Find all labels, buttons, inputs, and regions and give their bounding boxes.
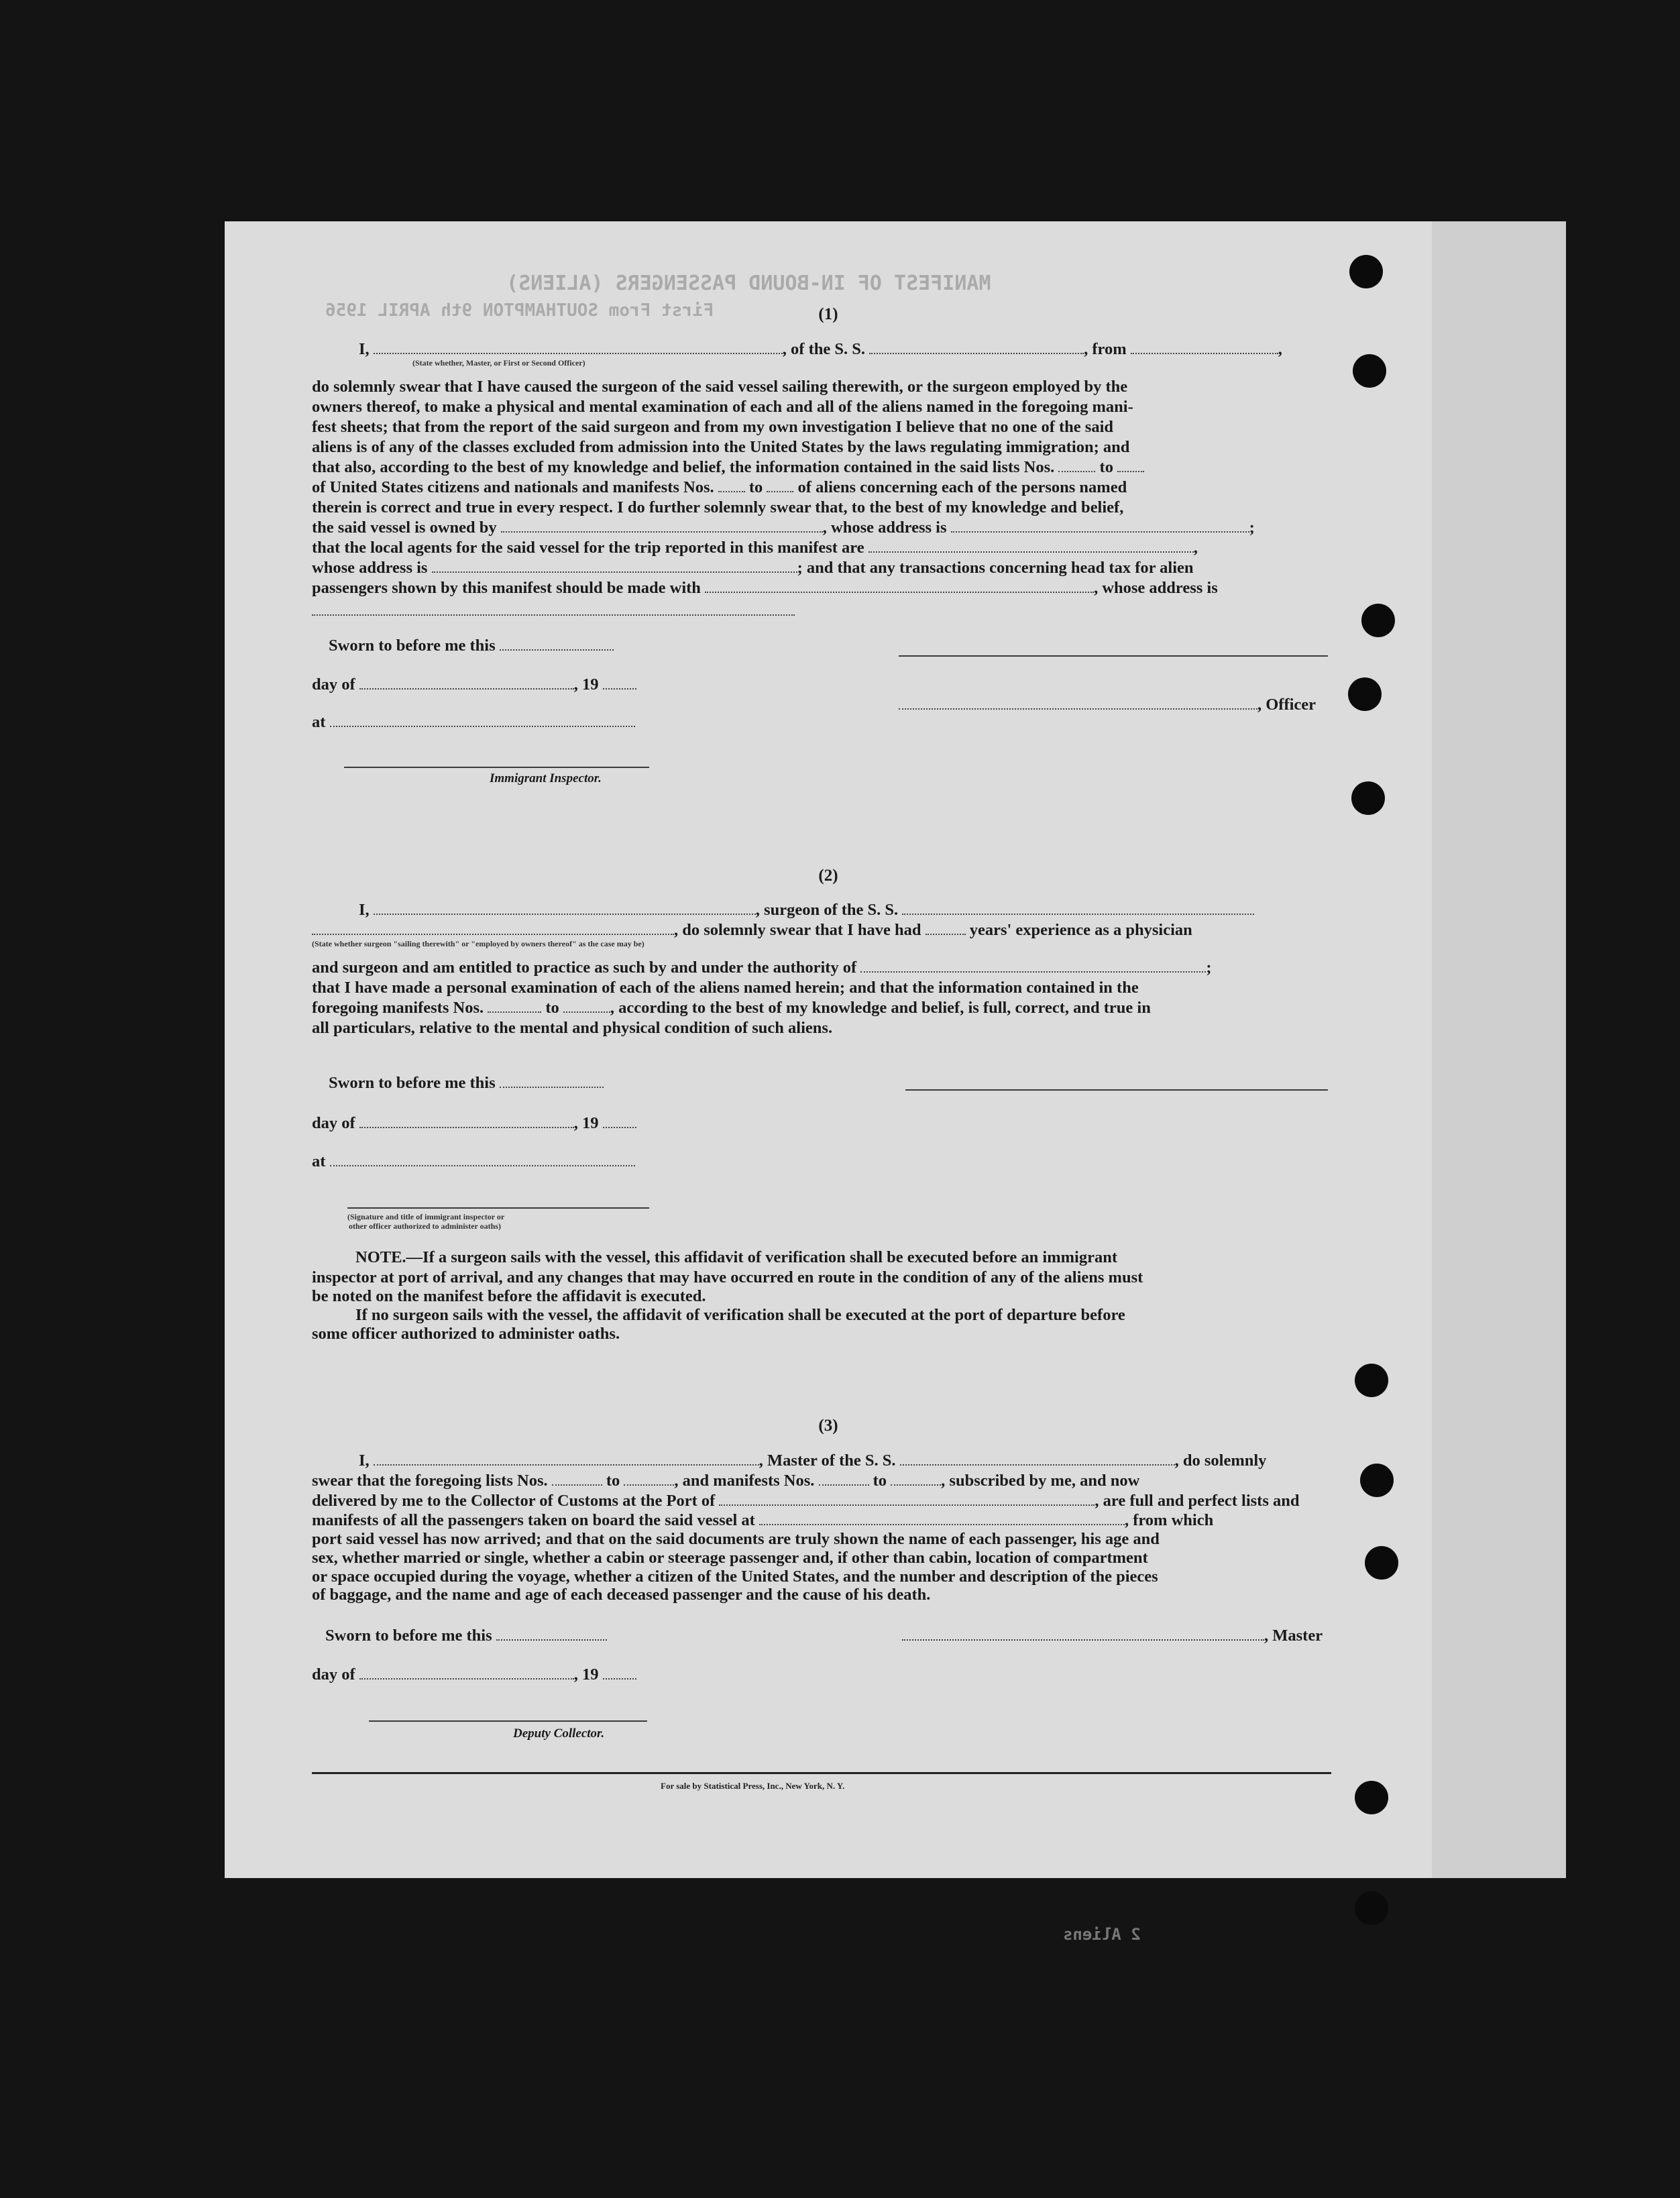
s1-at: at: [312, 712, 635, 732]
s1-signature-line[interactable]: [899, 655, 1328, 657]
s2-manifests-from-field[interactable]: [488, 999, 541, 1013]
punch-hole: [1355, 1891, 1388, 1925]
s1-body-8: the said vessel is owned by , whose address is ;: [312, 518, 1255, 537]
s2-note-1: NOTE.—If a surgeon sails with the vessel, this affidavit of verification shall be executed before an immigrant: [355, 1248, 1118, 1266]
s2-note-2: inspector at port of arrival, and any changes that may have occurred en route in the condition of any of the aliens must: [312, 1268, 1143, 1286]
s1-body-4: aliens is of any of the classes excluded from admission into the United States by the laws regulating immigration; and: [312, 438, 1130, 456]
s1-body-10: whose address is ; and that any transactions concerning head tax for alien: [312, 559, 1194, 577]
s2-line-3: and surgeon and am entitled to practice as such by and under the authority of ;: [312, 958, 1212, 977]
s1-officer-signature-field[interactable]: [899, 696, 1257, 710]
s2-note-4: If no surgeon sails with the vessel, the affidavit of verification shall be executed at the port of departure before: [355, 1306, 1125, 1324]
s1-body-1: do solemnly swear that I have caused the surgeon of the said vessel sailing therewith, or the surgeon employed by the: [312, 378, 1128, 396]
s3-body-1: port said vessel has now arrived; and that on the said documents are truly shown the name of each passenger, his age and: [312, 1530, 1160, 1548]
punch-hole: [1360, 1464, 1394, 1497]
s1-body-2: owners thereof, to make a physical and mental examination of each and all of the aliens named in the foregoing mani-: [312, 398, 1133, 416]
punch-hole: [1351, 781, 1385, 815]
s2-caption: (State whether surgeon "sailing therewith" or "employed by owners thereof" as the case may be): [312, 939, 645, 948]
s2-year-field[interactable]: [603, 1115, 636, 1128]
s2-day-field[interactable]: [359, 1115, 574, 1128]
s3-collector-line[interactable]: [369, 1720, 647, 1722]
punch-hole: [1365, 1546, 1398, 1580]
s3-manifests-from-field[interactable]: [819, 1472, 869, 1486]
s2-sig-caption-1: (Signature and title of immigrant inspector or: [347, 1212, 505, 1221]
s2-years-field[interactable]: [926, 922, 966, 935]
s1-line-a: I, , of the S. S. , from ,: [359, 340, 1282, 358]
s3-port-field[interactable]: [719, 1492, 1095, 1506]
s3-line-3: delivered by me to the Collector of Customs at the Port of , are full and perfect lists and: [312, 1492, 1300, 1510]
s3-day-field[interactable]: [359, 1666, 574, 1680]
s3-line-4: manifests of all the passengers taken on board the said vessel at , from which: [312, 1511, 1214, 1529]
s1-lists-from-field[interactable]: [1058, 459, 1095, 472]
footer-rule: [312, 1772, 1331, 1774]
s1-body-9: that the local agents for the said vessel for the trip reported in this manifest are ,: [312, 539, 1198, 557]
s1-at-field[interactable]: [330, 714, 635, 727]
s1-officer-line: , Officer: [899, 695, 1316, 715]
s1-sworn: Sworn to before me this: [329, 636, 614, 656]
footer-text: For sale by Statistical Press, Inc., New York, N. Y.: [661, 1781, 845, 1791]
s1-agents-field[interactable]: [869, 539, 1194, 553]
s3-body-4: of baggage, and the name and age of each deceased passenger and the cause of his death.: [312, 1586, 931, 1604]
bleed-through-header: MANIFEST OF IN-BOUND PASSENGERS (ALIENS): [506, 272, 991, 295]
s1-manifests-from-field[interactable]: [718, 479, 745, 492]
punch-hole: [1348, 677, 1382, 711]
s1-officer-field[interactable]: [374, 341, 783, 354]
punch-hole: [1355, 1364, 1388, 1397]
s1-body-3: fest sheets; that from the report of the said surgeon and from my own investigation I believe that no one of the said: [312, 418, 1113, 436]
s2-line-2: , do solemnly swear that I have had years' experience as a physician: [312, 920, 1192, 940]
s3-lists-to-field[interactable]: [624, 1472, 674, 1486]
s2-manifests-to-field[interactable]: [563, 999, 610, 1013]
s1-owner-address-field[interactable]: [951, 519, 1249, 533]
bleed-through-bottom: 2 Aliens: [1063, 1925, 1141, 1944]
punch-hole: [1353, 354, 1386, 388]
s1-i: I,: [359, 340, 370, 358]
s1-inspector-caption: Immigrant Inspector.: [490, 771, 602, 785]
s3-master-line: , Master: [902, 1626, 1323, 1646]
s1-lists-to-field[interactable]: [1117, 459, 1144, 472]
s2-note-3: be noted on the manifest before the affidavit is executed.: [312, 1287, 706, 1305]
s1-body-5: that also, according to the best of my knowledge and belief, the information contained in the said lists Nos. to: [312, 457, 1144, 478]
s3-ship-field[interactable]: [900, 1452, 1175, 1466]
s2-at-field[interactable]: [330, 1153, 635, 1166]
s3-sworn-date-field[interactable]: [496, 1627, 607, 1641]
punch-hole: [1349, 255, 1383, 288]
s1-owner-field[interactable]: [501, 519, 823, 533]
s2-sworn: Sworn to before me this: [329, 1073, 604, 1093]
s3-boarding-port-field[interactable]: [759, 1512, 1125, 1525]
s3-sworn: Sworn to before me this: [325, 1626, 607, 1646]
s3-master-name-field[interactable]: [374, 1452, 759, 1466]
s3-lists-from-field[interactable]: [552, 1472, 602, 1486]
scan-edge-strip: [1432, 221, 1566, 1878]
section-3-heading: (3): [818, 1417, 838, 1435]
s1-from-field[interactable]: [1131, 341, 1278, 354]
s2-at: at: [312, 1152, 635, 1172]
manifest-page: [225, 221, 1432, 1944]
s1-day-field[interactable]: [359, 676, 574, 690]
punch-hole: [1355, 1781, 1388, 1814]
section-2-heading: (2): [818, 867, 838, 885]
s2-surgeon-type-field[interactable]: [312, 922, 674, 935]
s2-sig-caption-2: other officer authorized to administer oaths): [349, 1221, 501, 1231]
s3-year-field[interactable]: [603, 1666, 636, 1680]
s2-surgeon-name-field[interactable]: [374, 901, 756, 915]
s2-note-5: some officer authorized to administer oaths.: [312, 1325, 620, 1343]
s1-sworn-date-field[interactable]: [500, 637, 614, 651]
s3-line-2: swear that the foregoing lists Nos. to , and manifests Nos. to , subscribed by me, and now: [312, 1472, 1140, 1490]
s2-ship-field[interactable]: [902, 901, 1254, 915]
s2-day-of: day of , 19: [312, 1113, 636, 1134]
s2-line-6: all particulars, relative to the mental and physical condition of such aliens.: [312, 1019, 833, 1037]
s2-authority-field[interactable]: [860, 959, 1206, 973]
s2-line-1: I, , surgeon of the S. S.: [359, 900, 1254, 920]
s1-day-of: day of , 19: [312, 675, 636, 695]
s3-body-3: or space occupied during the voyage, whether a citizen of the United States, and the number and description of the pieces: [312, 1568, 1158, 1586]
s3-day-of: day of , 19: [312, 1665, 636, 1685]
s1-ship-field[interactable]: [869, 341, 1084, 354]
section-1-heading: (1): [818, 305, 838, 323]
s1-manifests-to-field[interactable]: [767, 479, 793, 492]
bleed-through-header-2: First From SOUTHAMPTON 9th APRIL 1956: [325, 300, 714, 321]
s2-officer-line[interactable]: [347, 1207, 649, 1209]
s1-headtax-address-field[interactable]: [312, 602, 795, 616]
s1-body-6: of United States citizens and nationals and manifests Nos. to of aliens concerning each of the persons named: [312, 478, 1127, 496]
s1-year-field[interactable]: [603, 676, 636, 690]
s1-headtax-field[interactable]: [705, 580, 1094, 593]
s3-manifests-to-field[interactable]: [891, 1472, 941, 1486]
s1-agents-address-field[interactable]: [432, 559, 797, 573]
s2-sworn-date-field[interactable]: [500, 1075, 604, 1088]
s3-collector-caption: Deputy Collector.: [513, 1726, 605, 1741]
s1-body-7: therein is correct and true in every respect. I do further solemnly swear that, to the best of my knowledge and belief,: [312, 498, 1124, 516]
s1-inspector-line[interactable]: [344, 767, 649, 768]
punch-hole: [1361, 604, 1395, 637]
s2-line-4: that I have made a personal examination of each of the aliens named herein; and that the information contained in the: [312, 979, 1139, 997]
s1-body-11: passengers shown by this manifest should be made with , whose address is: [312, 579, 1218, 597]
s1-caption-a: (State whether, Master, or First or Second Officer): [412, 358, 585, 368]
s3-body-2: sex, whether married or single, whether a cabin or steerage passenger and, if other than cabin, location of compartment: [312, 1549, 1148, 1567]
s3-master-signature-field[interactable]: [902, 1627, 1264, 1641]
s3-line-1: I, , Master of the S. S. , do solemnly: [359, 1451, 1267, 1470]
s2-line-5: foregoing manifests Nos. to , according to the best of my knowledge and belief, is full, correct, and true in: [312, 999, 1151, 1017]
s2-signature-line[interactable]: [905, 1089, 1328, 1091]
